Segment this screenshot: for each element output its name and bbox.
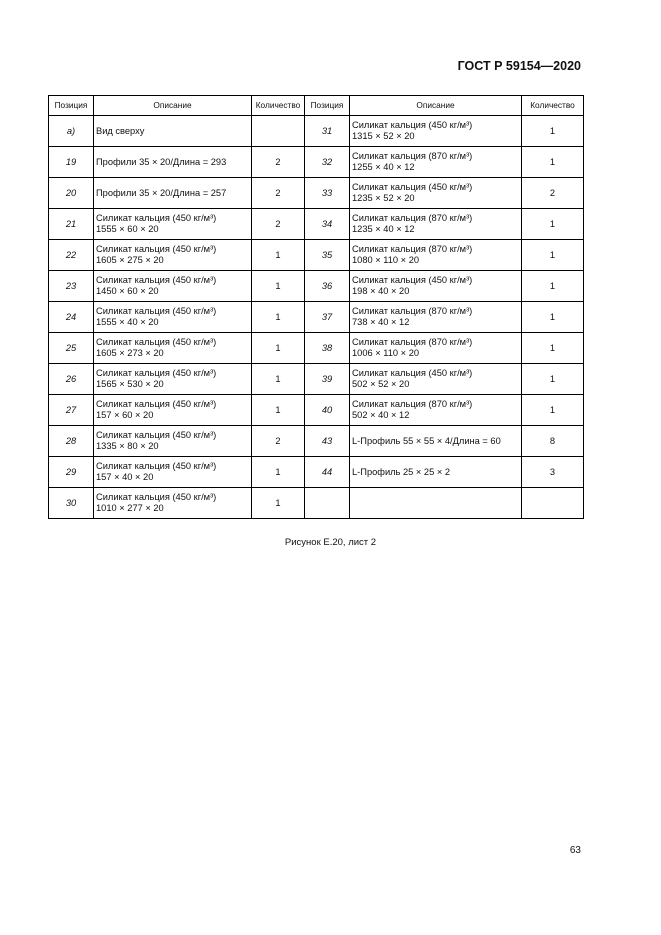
quantity-cell: 1 [252, 240, 305, 271]
description-cell [350, 302, 522, 333]
position-cell: 19 [49, 147, 94, 178]
description-line: Профили 35 × 20/Длина = 257 [96, 187, 227, 198]
quantity-cell: 1 [522, 240, 584, 271]
description-cell [94, 488, 252, 519]
position-cell: 39 [305, 364, 350, 395]
description-cell [350, 333, 522, 364]
dimensions-line: 1605 × 273 × 20 [96, 348, 164, 358]
table-row [49, 364, 584, 395]
dimensions-line: 198 × 40 × 20 [352, 286, 410, 296]
quantity-cell [252, 116, 305, 147]
description-line: Силикат кальция (870 кг/м³) [352, 399, 473, 409]
description-cell [94, 178, 252, 209]
quantity-cell: 1 [522, 209, 584, 240]
description-cell [94, 457, 252, 488]
position-cell: 36 [305, 271, 350, 302]
position-cell: 44 [305, 457, 350, 488]
description-line: Силикат кальция (450 кг/м³) [96, 337, 217, 347]
dimensions-line: 1605 × 275 × 20 [96, 255, 164, 265]
column-header-description: Описание [94, 96, 252, 116]
dimensions-line: 1450 × 60 × 20 [96, 286, 159, 296]
position-cell: 37 [305, 302, 350, 333]
position-cell: 29 [49, 457, 94, 488]
dimensions-line: 502 × 52 × 20 [352, 379, 410, 389]
dimensions-line: 1555 × 40 × 20 [96, 317, 159, 327]
quantity-cell: 1 [252, 457, 305, 488]
dimensions-line: 1080 × 110 × 20 [352, 255, 420, 265]
dimensions-line: 738 × 40 × 12 [352, 317, 410, 327]
description-line: Силикат кальция (450 кг/м³) [352, 182, 473, 192]
column-header-quantity: Количество [522, 96, 584, 116]
position-cell: 24 [49, 302, 94, 333]
quantity-cell: 2 [252, 426, 305, 457]
position-cell: 20 [49, 178, 94, 209]
position-cell: 26 [49, 364, 94, 395]
description-line: Силикат кальция (450 кг/м³) [96, 399, 217, 409]
quantity-cell: 3 [522, 457, 584, 488]
quantity-cell: 2 [252, 178, 305, 209]
description-cell [350, 395, 522, 426]
quantity-cell: 1 [252, 364, 305, 395]
position-cell: 23 [49, 271, 94, 302]
position-cell: 32 [305, 147, 350, 178]
description-cell [94, 209, 252, 240]
description-line: Силикат кальция (450 кг/м³) [96, 368, 217, 378]
description-line: Силикат кальция (870 кг/м³) [352, 213, 473, 223]
description-cell [94, 426, 252, 457]
position-cell: 38 [305, 333, 350, 364]
table-row [49, 147, 584, 178]
parts-table [48, 95, 584, 519]
column-header-description: Описание [350, 96, 522, 116]
position-cell [305, 488, 350, 519]
description-line: Силикат кальция (450 кг/м³) [352, 368, 473, 378]
dimensions-line: 502 × 40 × 12 [352, 410, 410, 420]
description-cell [350, 426, 522, 457]
description-cell [94, 302, 252, 333]
table-row [49, 271, 584, 302]
description-cell [94, 116, 252, 147]
page-number: 63 [569, 845, 581, 856]
description-cell [94, 395, 252, 426]
position-cell: 40 [305, 395, 350, 426]
position-cell: 30 [49, 488, 94, 519]
quantity-cell: 1 [252, 395, 305, 426]
table-row [49, 457, 584, 488]
quantity-cell: 1 [252, 333, 305, 364]
dimensions-line: 1235 × 52 × 20 [352, 193, 415, 203]
table-row [49, 488, 584, 519]
document-code: ГОСТ Р 59154—2020 [457, 59, 581, 73]
quantity-cell: 2 [252, 147, 305, 178]
quantity-cell: 1 [522, 302, 584, 333]
quantity-cell: 1 [522, 116, 584, 147]
description-cell [350, 116, 522, 147]
table-row [49, 116, 584, 147]
table-row [49, 209, 584, 240]
description-line: Силикат кальция (450 кг/м³) [96, 275, 217, 285]
quantity-cell: 1 [522, 364, 584, 395]
column-header-position: Позиция [305, 96, 350, 116]
description-line: Силикат кальция (870 кг/м³) [352, 306, 473, 316]
column-header-quantity: Количество [252, 96, 305, 116]
quantity-cell [522, 488, 584, 519]
table-row [49, 302, 584, 333]
description-cell [94, 147, 252, 178]
description-line: Силикат кальция (450 кг/м³) [96, 430, 217, 440]
description-line: Силикат кальция (870 кг/м³) [352, 337, 473, 347]
description-cell [350, 178, 522, 209]
dimensions-line: 1006 × 110 × 20 [352, 348, 420, 358]
table-row [49, 395, 584, 426]
description-line: Силикат кальция (450 кг/м³) [96, 492, 217, 502]
description-line: L-Профиль 55 × 55 × 4/Длина = 60 [352, 435, 501, 446]
table-row [49, 240, 584, 271]
dimensions-line: 1565 × 530 × 20 [96, 379, 164, 389]
dimensions-line: 1315 × 52 × 20 [352, 131, 415, 141]
description-line: Силикат кальция (450 кг/м³) [96, 213, 217, 223]
position-cell: 21 [49, 209, 94, 240]
description-line: Вид сверху [96, 125, 145, 136]
quantity-cell: 2 [252, 209, 305, 240]
table-row [49, 426, 584, 457]
position-cell: 34 [305, 209, 350, 240]
quantity-cell: 1 [522, 271, 584, 302]
description-cell [350, 271, 522, 302]
description-line: Силикат кальция (450 кг/м³) [96, 461, 217, 471]
quantity-cell: 1 [252, 488, 305, 519]
position-cell: 28 [49, 426, 94, 457]
position-cell: 33 [305, 178, 350, 209]
quantity-cell: 8 [522, 426, 584, 457]
dimensions-line: 1255 × 40 × 12 [352, 162, 415, 172]
position-cell: 43 [305, 426, 350, 457]
position-cell: 35 [305, 240, 350, 271]
description-cell [350, 488, 522, 519]
dimensions-line: 1335 × 80 × 20 [96, 441, 159, 451]
table-row [49, 333, 584, 364]
description-line: Силикат кальция (870 кг/м³) [352, 244, 473, 254]
dimensions-line: 1555 × 60 × 20 [96, 224, 159, 234]
quantity-cell: 1 [522, 147, 584, 178]
figure-caption: Рисунок Е.20, лист 2 [284, 537, 377, 548]
quantity-cell: 1 [522, 395, 584, 426]
description-cell [350, 147, 522, 178]
description-line: Силикат кальция (450 кг/м³) [96, 306, 217, 316]
description-cell [94, 240, 252, 271]
position-cell: 27 [49, 395, 94, 426]
dimensions-line: 157 × 40 × 20 [96, 472, 154, 482]
table-row [49, 178, 584, 209]
position-cell: 25 [49, 333, 94, 364]
dimensions-line: 1010 × 277 × 20 [96, 503, 164, 513]
description-cell [350, 240, 522, 271]
position-cell: 31 [305, 116, 350, 147]
description-cell [94, 333, 252, 364]
description-cell [94, 271, 252, 302]
dimensions-line: 157 × 60 × 20 [96, 410, 154, 420]
description-line: Силикат кальция (450 кг/м³) [96, 244, 217, 254]
description-cell [350, 364, 522, 395]
quantity-cell: 1 [252, 302, 305, 333]
position-cell: 22 [49, 240, 94, 271]
description-line: Профили 35 × 20/Длина = 293 [96, 156, 227, 167]
quantity-cell: 1 [252, 271, 305, 302]
dimensions-line: 1235 × 40 × 12 [352, 224, 415, 234]
description-line: Силикат кальция (450 кг/м³) [352, 120, 473, 130]
table-header-row [49, 96, 584, 116]
description-cell [350, 457, 522, 488]
quantity-cell: 1 [522, 333, 584, 364]
column-header-position: Позиция [49, 96, 94, 116]
description-cell [350, 209, 522, 240]
description-line: Силикат кальция (870 кг/м³) [352, 151, 473, 161]
description-cell [94, 364, 252, 395]
position-cell: а) [49, 116, 94, 147]
quantity-cell: 2 [522, 178, 584, 209]
description-line: L-Профиль 25 × 25 × 2 [352, 466, 451, 477]
description-line: Силикат кальция (450 кг/м³) [352, 275, 473, 285]
